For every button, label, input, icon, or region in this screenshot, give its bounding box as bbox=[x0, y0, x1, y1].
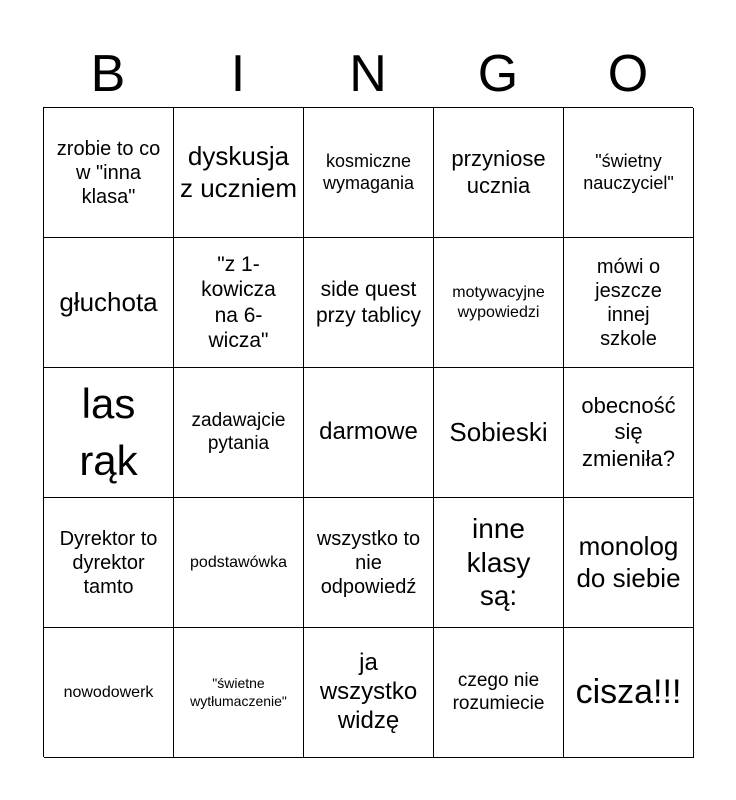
bingo-cell[interactable] bbox=[304, 628, 434, 758]
cell-text: "z 1-kowicza na 6-wicza" bbox=[201, 253, 276, 352]
cell-text: obecność się zmieniła? bbox=[581, 392, 676, 471]
cell-text: wszystko to nie odpowiedź bbox=[316, 527, 421, 598]
bingo-cell[interactable] bbox=[434, 108, 564, 238]
cell-text: zrobie to co w "inna klasa" bbox=[56, 137, 161, 208]
bingo-cell[interactable] bbox=[304, 498, 434, 628]
bingo-cell[interactable] bbox=[564, 498, 694, 628]
cell-text: monolog do siebie bbox=[576, 531, 681, 593]
cell-text: side quest przy tablicy bbox=[315, 278, 422, 327]
bingo-cell[interactable] bbox=[564, 628, 694, 758]
cell-text: dyskusja z uczniem bbox=[179, 141, 298, 203]
bingo-cell[interactable] bbox=[564, 368, 694, 498]
header-letter-i: I bbox=[230, 45, 246, 103]
cell-text: głuchota bbox=[59, 286, 158, 317]
cell-text: darmowe bbox=[319, 418, 418, 446]
bingo-cell[interactable] bbox=[174, 628, 304, 758]
cell-text: mówi o jeszcze innej szkole bbox=[595, 255, 662, 350]
bingo-cell[interactable] bbox=[434, 238, 564, 368]
cell-text: "świetne wytłumaczenie" bbox=[190, 675, 287, 709]
bingo-board bbox=[43, 107, 693, 757]
cell-text: nowodowerk bbox=[63, 683, 154, 701]
bingo-cell[interactable] bbox=[174, 368, 304, 498]
bingo-cell[interactable] bbox=[174, 238, 304, 368]
cell-text: las rąk bbox=[79, 379, 138, 484]
header-letter-g: G bbox=[477, 45, 519, 103]
bingo-header bbox=[43, 40, 693, 108]
header-letter-o: O bbox=[607, 45, 649, 103]
bingo-cell[interactable] bbox=[44, 628, 174, 758]
bingo-cell[interactable] bbox=[44, 238, 174, 368]
cell-text: motywacyjne wypowiedzi bbox=[452, 284, 545, 321]
cell-text: zadawajcie pytania bbox=[191, 409, 286, 454]
bingo-cell[interactable] bbox=[174, 498, 304, 628]
cell-text: czego nie rozumiecie bbox=[452, 669, 545, 714]
bingo-cell[interactable] bbox=[434, 368, 564, 498]
header-letter-b: B bbox=[90, 45, 126, 103]
cell-text: przyniose ucznia bbox=[451, 146, 546, 198]
cell-text: ja wszystko widzę bbox=[319, 649, 418, 734]
bingo-cell[interactable] bbox=[434, 628, 564, 758]
bingo-cell[interactable] bbox=[564, 108, 694, 238]
bingo-cell[interactable] bbox=[44, 498, 174, 628]
cell-text: kosmiczne wymagania bbox=[322, 150, 415, 193]
bingo-cell[interactable] bbox=[44, 368, 174, 498]
bingo-cell[interactable] bbox=[564, 238, 694, 368]
bingo-cell[interactable] bbox=[44, 108, 174, 238]
cell-text: Dyrektor to dyrektor tamto bbox=[59, 527, 158, 598]
bingo-cell[interactable] bbox=[304, 108, 434, 238]
bingo-cell[interactable] bbox=[304, 238, 434, 368]
cell-text: podstawówka bbox=[190, 553, 287, 571]
cell-text: "świetny nauczyciel" bbox=[583, 150, 674, 193]
bingo-cell[interactable] bbox=[434, 498, 564, 628]
bingo-cell[interactable] bbox=[304, 368, 434, 498]
cell-text: Sobieski bbox=[449, 416, 548, 447]
cell-text: inne klasy są: bbox=[466, 513, 531, 612]
bingo-cell[interactable] bbox=[174, 108, 304, 238]
header-letter-n: N bbox=[349, 45, 387, 103]
cell-text: cisza!!! bbox=[575, 673, 682, 712]
